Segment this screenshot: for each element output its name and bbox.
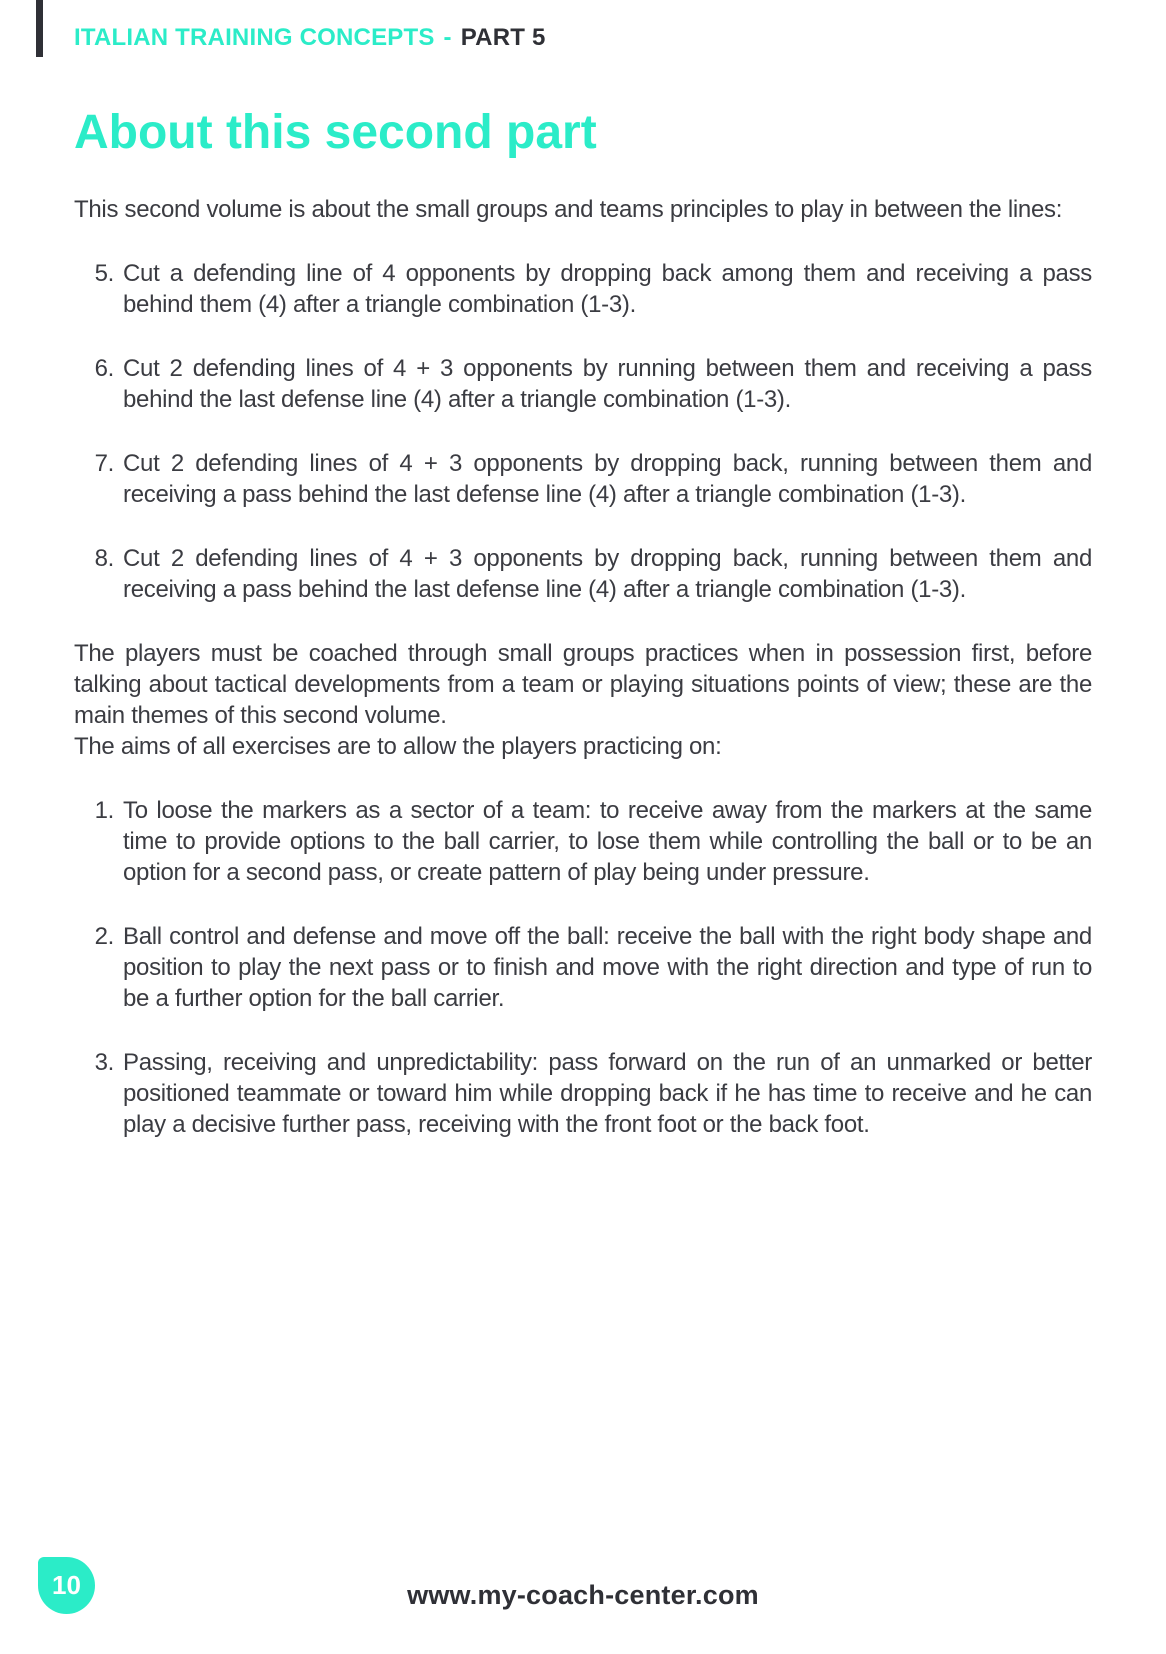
header-separator: - xyxy=(443,24,452,51)
item-number: 2. xyxy=(94,922,114,950)
part-label: PART 5 xyxy=(460,24,546,51)
list-item-aim-1 xyxy=(74,795,1092,888)
coaching-paragraph-text: The players must be coached through small groups practices when in possession first, before talking about tactical developments from a team or playing situations points of view; these are the main themes of this second volume. xyxy=(74,639,1092,729)
item-number: 3. xyxy=(94,1048,114,1076)
item-text: Cut a defending line of 4 opponents by dropping back among them and receiving a pass behind them (4) after a triangle combination (1-3). xyxy=(123,259,1092,318)
intro-paragraph: This second volume is about the small groups and teams principles to play in between the lines: xyxy=(74,195,1063,223)
item-number: 1. xyxy=(94,796,114,824)
list-item-principle-5 xyxy=(74,258,1092,320)
item-number: 8. xyxy=(94,544,114,572)
page-header xyxy=(74,24,546,52)
item-number: 5. xyxy=(94,259,114,287)
coaching-paragraph xyxy=(74,638,1092,762)
page-content xyxy=(74,104,1092,1173)
item-text: Ball control and defense and move off the ball: receive the ball with the right body shape and position to play the next pass or to finish and move with the right direction and type of run to be a further option for the ball carrier. xyxy=(123,922,1092,1012)
list-item-aim-2 xyxy=(74,921,1092,1014)
list-item-principle-7 xyxy=(74,448,1092,510)
page-number: 10 xyxy=(52,1570,81,1600)
website-url: www.my-coach-center.com xyxy=(407,1580,759,1610)
list-item-principle-8 xyxy=(74,543,1092,605)
page-title: About this second part xyxy=(74,106,597,159)
aims-intro-text: The aims of all exercises are to allow the players practicing on: xyxy=(74,732,722,760)
item-text: Cut 2 defending lines of 4 + 3 opponents by dropping back, running between them and receiving a pass behind the last defense line (4) after a triangle combination (1-3). xyxy=(123,544,1092,603)
principles-list xyxy=(74,258,1092,605)
item-text: To loose the markers as a sector of a team: to receive away from the markers at the same time to provide options to the ball carrier, to lose them while controlling the ball or to be an option for a second pass, or create pattern of play being under pressure. xyxy=(123,796,1092,886)
series-title: ITALIAN TRAINING CONCEPTS xyxy=(74,24,435,51)
aims-list xyxy=(74,795,1092,1140)
list-item-principle-6 xyxy=(74,353,1092,415)
item-number: 6. xyxy=(94,354,114,382)
item-text: Passing, receiving and unpredictability: pass forward on the run of an unmarked or better positioned teammate or toward him while dropping back if he has time to receive and he can play a decisive further pass, receiving with the front foot or the back foot. xyxy=(123,1048,1092,1138)
left-corner-bar xyxy=(36,0,43,57)
item-text: Cut 2 defending lines of 4 + 3 opponents by running between them and receiving a pass behind the last defense line (4) after a triangle combination (1-3). xyxy=(123,354,1092,413)
item-number: 7. xyxy=(94,449,114,477)
item-text: Cut 2 defending lines of 4 + 3 opponents by dropping back, running between them and receiving a pass behind the last defense line (4) after a triangle combination (1-3). xyxy=(123,449,1092,508)
list-item-aim-3 xyxy=(74,1047,1092,1140)
